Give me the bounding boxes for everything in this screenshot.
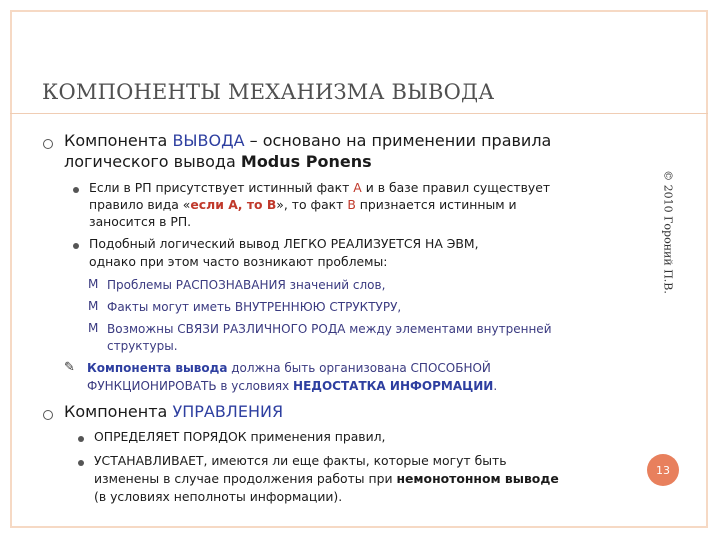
bullet-output-line1: Компонента ВЫВОДА – основано на применении правила [64,131,552,150]
bullet-control: Компонента УПРАВЛЕНИЯ [64,402,284,421]
m-bullet-icon: M [88,277,99,291]
problem-item-3-cont: структуры. [107,339,178,353]
page-number: 13 [647,454,679,486]
sub-logic-line2: однако при этом часто возникают проблемы: [89,254,388,269]
problem-item-2: Факты могут иметь ВНУТРЕННЮЮ СТРУКТУРУ, [107,300,402,314]
m-bullet-icon: M [88,299,99,313]
note-line2: ФУНКЦИОНИРОВАТЬ в условиях НЕДОСТАТКА ИНФОРМАЦИИ. [87,379,498,393]
pencil-icon: ✎ [64,360,75,375]
slide-title: КОМПОНЕНТЫ МЕХАНИЗМА ВЫВОДА [42,80,495,104]
title-divider [10,113,708,114]
sub-establish-line3: (в условиях неполноты информации). [94,489,343,504]
sub-fact-line2: правило вида «если А, то В», то факт В признается истинным и [89,197,517,212]
bullet-icon [73,187,79,193]
bullet-icon [43,139,53,149]
bullet-icon [43,410,53,420]
sub-establish-line2: изменены в случае продолжения работы при немонотонном выводе [94,471,559,486]
copyright-text: © 2010 Гороний П.В. [661,170,675,294]
m-bullet-icon: M [88,321,99,335]
sub-order: ОПРЕДЕЛЯЕТ ПОРЯДОК применения правил, [94,429,386,444]
bullet-icon [73,243,79,249]
problem-item-3: Возможны СВЯЗИ РАЗЛИЧНОГО РОДА между элементами внутренней [107,322,552,336]
note-line1: Компонента вывода должна быть организована СПОСОБНОЙ [87,361,491,375]
bullet-icon [78,460,84,466]
sub-fact-line3: заносится в РП. [89,214,192,229]
sub-establish-line1: УСТАНАВЛИВАЕТ, имеются ли еще факты, которые могут быть [94,453,507,468]
bullet-output-line2: логического вывода Modus Ponens [64,152,372,171]
sub-logic-line1: Подобный логический вывод ЛЕГКО РЕАЛИЗУЕТСЯ НА ЭВМ, [89,236,479,251]
bullet-icon [78,436,84,442]
sub-fact-line1: Если в РП присутствует истинный факт А и в базе правил существует [89,180,551,195]
problem-item-1: Проблемы РАСПОЗНАВАНИЯ значений слов, [107,278,386,292]
